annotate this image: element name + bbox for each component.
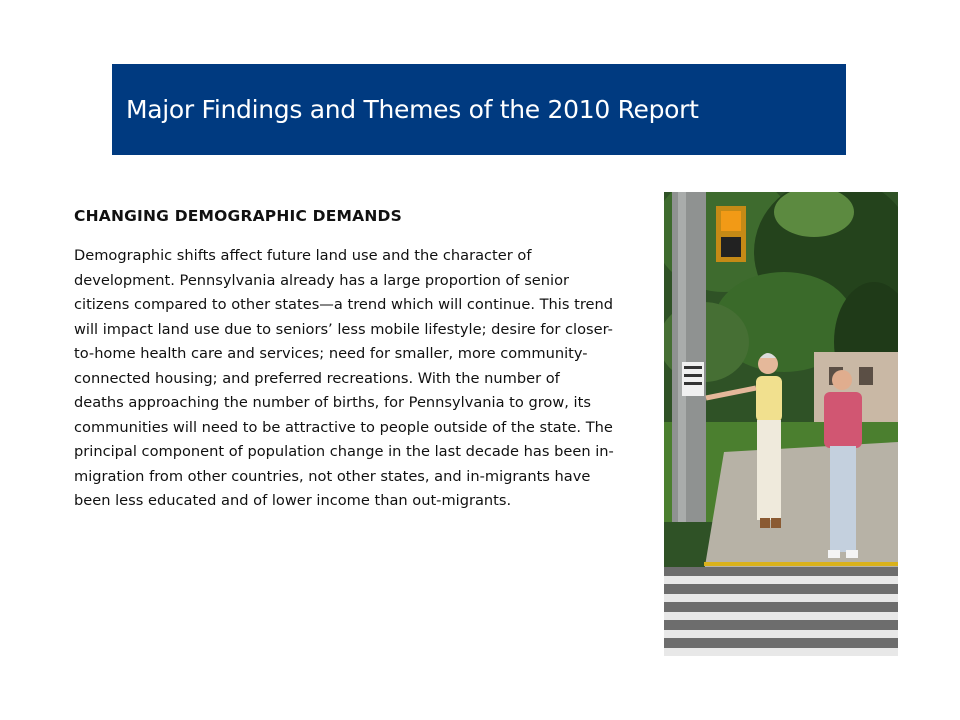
crosswalk-photo [664,192,898,656]
section-heading: CHANGING DEMOGRAPHIC DEMANDS [74,207,402,225]
title-banner [112,64,846,155]
slide-title: Major Findings and Themes of the 2010 Report [126,95,699,124]
body-paragraph: Demographic shifts affect future land use and the character of development. Pennsylvania already has a large proportion of senior citizens compared to other states—a trend which will continue. This trend will impact land use due to seniors’ less mobile lifestyle; desire for closer-to-home health care and services; need for smaller, more community-connected housing; and preferred recreations. With the number of deaths approaching the number of births, for Pennsylvania to grow, its communities will need to be attractive to people outside of the state. The principal component of population change in the last decade has been in-migration from other countries, not other states, and in-migrants have been less educated and of lower income than out-migrants. [74,247,614,509]
